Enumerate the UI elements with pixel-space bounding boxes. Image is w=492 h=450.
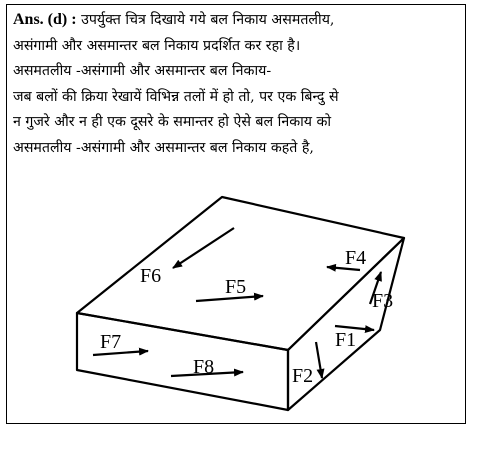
label-f7: F7	[100, 331, 122, 353]
answer-line-3: असमतलीय -असंगामी और असमान्तर बल निकाय-	[13, 63, 272, 79]
label-f3: F3	[372, 290, 394, 312]
label-f2: F2	[292, 365, 314, 387]
answer-line-4: जब बलों की क्रिया रेखायें विभिन्न तलों में हो तो, पर एक बिन्दु से	[13, 88, 339, 105]
label-f4: F4	[345, 247, 367, 269]
label-f5: F5	[225, 276, 247, 298]
label-f1: F1	[335, 329, 357, 351]
answer-line-2: असंगामी और असमान्तर बल निकाय प्रदर्शित कर रहा है।	[13, 37, 301, 54]
answer-prefix: Ans. (d) :	[13, 11, 77, 28]
arrow-f6	[173, 228, 234, 268]
answer-line-6: असमतलीय -असंगामी और असमान्तर बल निकाय कहते है,	[13, 139, 314, 156]
label-f6: F6	[140, 265, 162, 287]
block-outline	[77, 197, 404, 410]
block-front-face	[77, 313, 288, 410]
answer-line-1-text: उपर्युक्त चित्र दिखाये गये बल निकाय असमतलीय,	[81, 12, 335, 28]
label-f8: F8	[193, 356, 215, 378]
answer-line-5: न गुजरे और न ही एक दूसरे के समान्तर हो ऐसे बल निकाय को	[13, 114, 332, 130]
arrow-f2	[316, 342, 322, 378]
